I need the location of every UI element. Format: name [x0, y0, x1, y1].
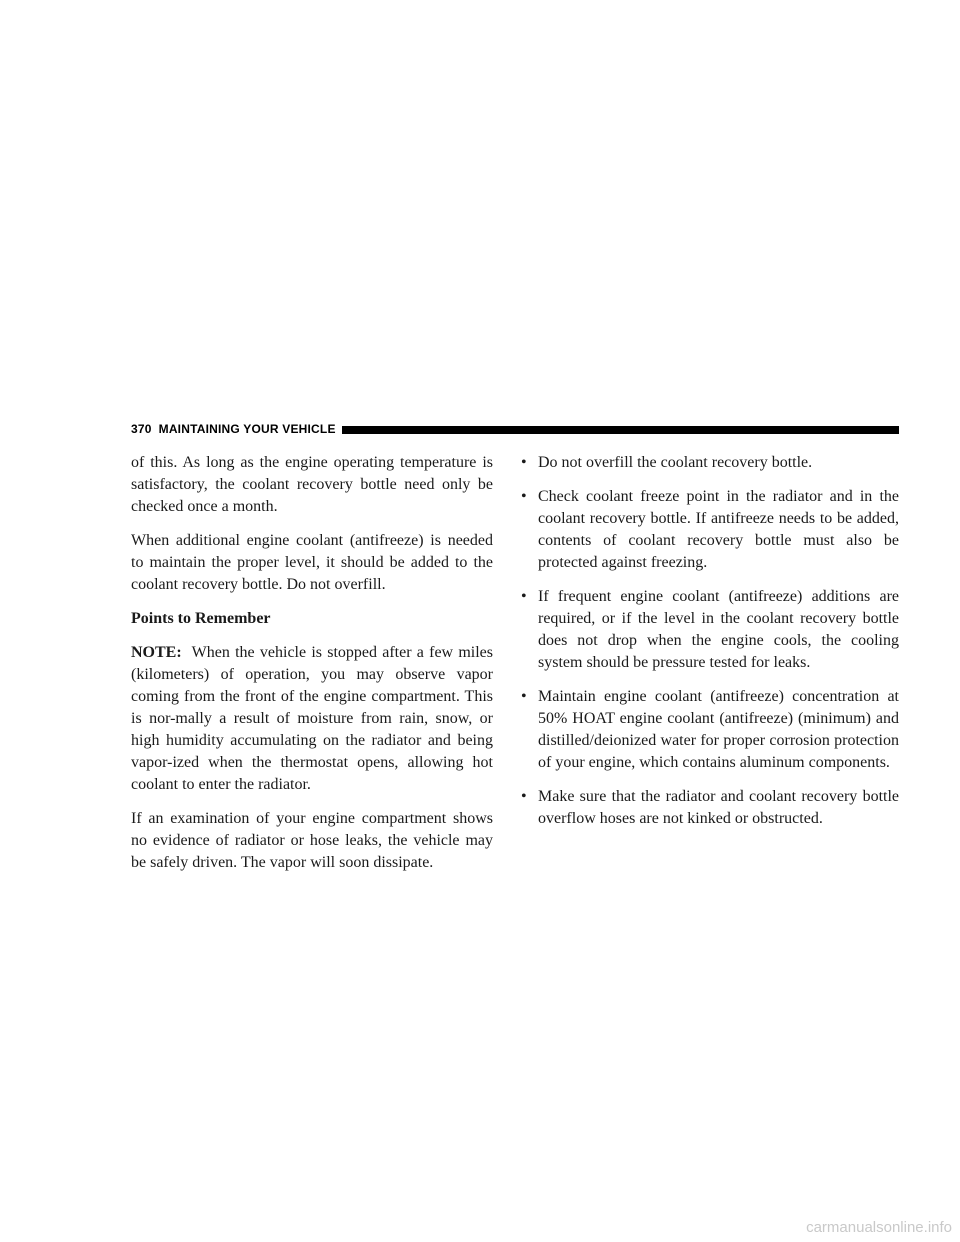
note-paragraph: [131, 642, 493, 796]
left-column: [131, 452, 493, 886]
subheading-points-to-remember: Points to Remember: [131, 610, 271, 627]
list-item-text: Do not overfill the coolant recovery bottle.: [538, 454, 813, 471]
bullet-icon: •: [521, 688, 527, 705]
bullet-icon: •: [521, 454, 527, 471]
list-item: [521, 786, 899, 830]
bullet-icon: •: [521, 788, 527, 805]
list-item: [521, 452, 899, 474]
bullet-icon: •: [521, 588, 527, 605]
list-item: [521, 486, 899, 574]
list-item: [521, 686, 899, 774]
note-text: When the vehicle is stopped after a few miles (kilometers) of operation, you may observe vapor coming from the front of the engine compartment. This is nor-mally a result of moisture from rain, snow, or high humidity accumulating on the radiator and being vapor-ized when the thermostat opens, allowing hot coolant to enter the radiator.: [131, 644, 493, 793]
paragraph-intro: of this. As long as the engine operating temperature is satisfactory, the coolant recovery bottle need only be checked once a month.: [131, 454, 493, 515]
list-item-text: If frequent engine coolant (antifreeze) additions are required, or if the level in the coolant recovery bottle does not drop when the engine cools, the cooling system should be pressure tested for leaks.: [538, 588, 899, 671]
right-column: [521, 452, 899, 842]
list-item-text: Make sure that the radiator and coolant recovery bottle overflow hoses are not kinked or obstructed.: [538, 788, 899, 827]
page-number: 370: [131, 422, 152, 436]
section-title: MAINTAINING YOUR VEHICLE: [158, 422, 336, 436]
paragraph-additional-coolant: When additional engine coolant (antifreeze) is needed to maintain the proper level, it should be added to the coolant recovery bottle. Do not overfill.: [131, 532, 493, 593]
note-label: NOTE:: [131, 644, 182, 661]
page-header: [131, 420, 899, 438]
bullet-icon: •: [521, 488, 527, 505]
list-item-text: Maintain engine coolant (antifreeze) concentration at 50% HOAT engine coolant (antifreeze) (minimum) and distilled/deionized water for proper corrosion protection of your engine, which contains aluminum components.: [538, 688, 899, 771]
list-item: [521, 586, 899, 674]
bullet-list: [521, 452, 899, 830]
list-item-text: Check coolant freeze point in the radiator and in the coolant recovery bottle. If antifreeze needs to be added, contents of coolant recovery bottle must also be protected against freezing.: [538, 488, 899, 571]
header-rule: [342, 426, 899, 434]
paragraph-vapor: If an examination of your engine compartment shows no evidence of radiator or hose leaks, the vehicle may be safely driven. The vapor will soon dissipate.: [131, 810, 493, 871]
watermark-link[interactable]: carmanualsonline.info: [806, 1219, 952, 1236]
